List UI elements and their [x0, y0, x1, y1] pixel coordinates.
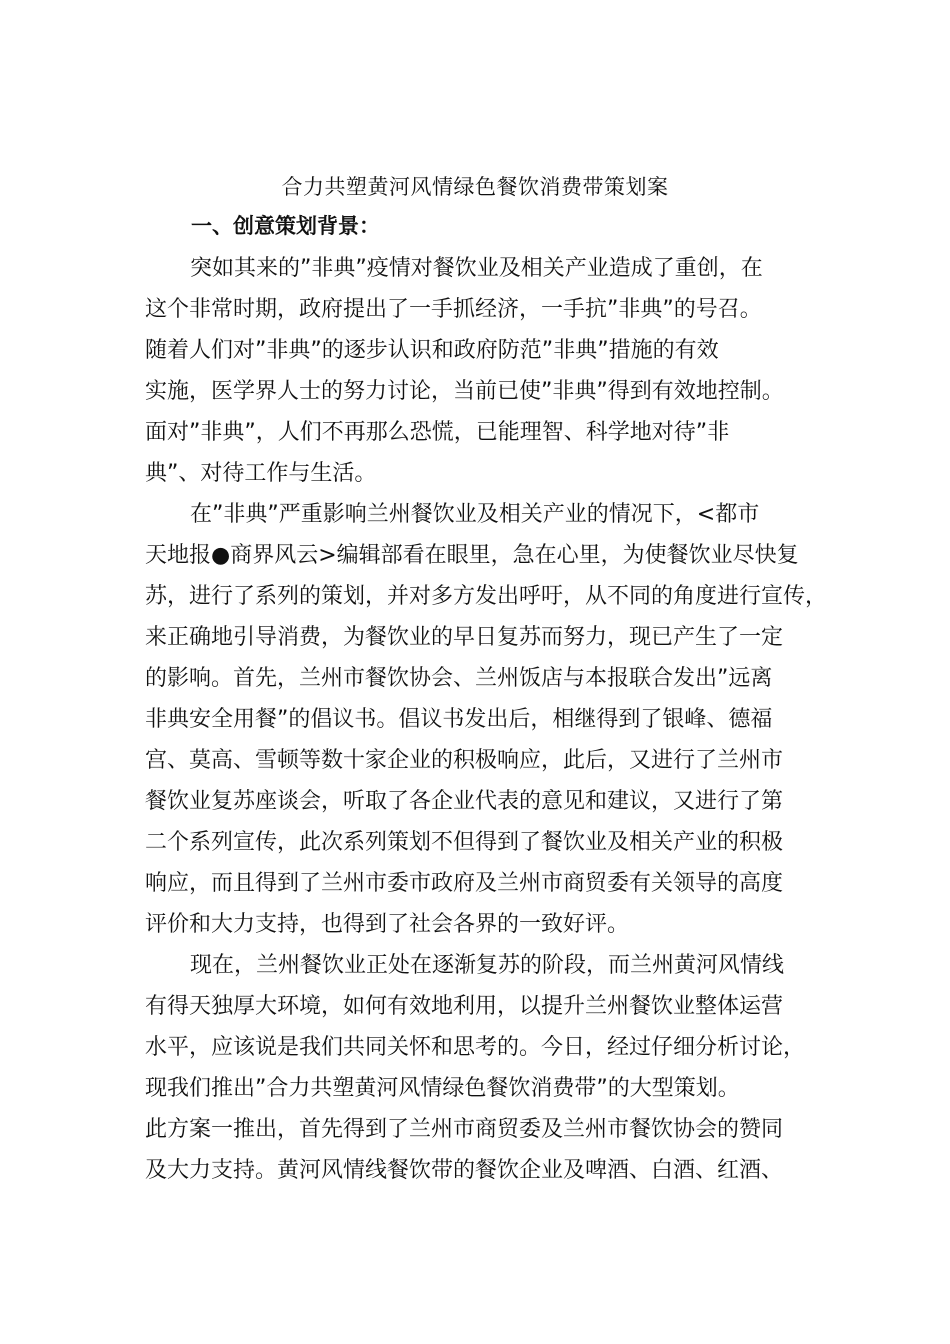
paragraph-2-line-2: 天地报●商界风云>编辑部看在眼里，急在心里，为使餐饮业尽快复: [145, 543, 799, 568]
paragraph-1-line-2: 这个非常时期，政府提出了一手抓经济，一手抗”非典”的号召。: [145, 297, 762, 322]
paragraph-3-line-5: 此方案一推出，首先得到了兰州市商贸委及兰州市餐饮协会的赞同: [145, 1117, 784, 1142]
paragraph-3-line-3: 水平，应该说是我们共同关怀和思考的。今日，经过仔细分析讨论，: [145, 1035, 806, 1060]
section-heading: 一、创意策划背景：: [191, 214, 380, 238]
paragraph-2-line-3: 苏，进行了系列的策划，并对多方发出呼吁，从不同的角度进行宣传，: [145, 584, 828, 609]
paragraph-1-line-1: 突如其来的”非典”疫情对餐饮业及相关产业造成了重创，在: [190, 256, 763, 281]
paragraph-1-line-3: 随着人们对”非典”的逐步认识和政府防范”非典”措施的有效: [145, 338, 719, 363]
paragraph-1-line-5: 面对”非典”，人们不再那么恐慌，已能理智、科学地对待”非: [145, 420, 730, 445]
paragraph-3-line-1: 现在，兰州餐饮业正处在逐渐复苏的阶段，而兰州黄河风情线: [190, 953, 785, 978]
paragraph-2-line-7: 宫、莫高、雪顿等数十家企业的积极响应，此后，又进行了兰州市: [145, 748, 784, 773]
paragraph-2-line-10: 响应，而且得到了兰州市委市政府及兰州市商贸委有关领导的高度: [145, 871, 784, 896]
paragraph-2-line-9: 二个系列宣传，此次系列策划不但得到了餐饮业及相关产业的积极: [145, 830, 784, 855]
paragraph-1-line-4: 实施，医学界人士的努力讨论，当前已使”非典”得到有效地控制。: [145, 379, 784, 404]
paragraph-2-line-4: 来正确地引导消费，为餐饮业的早日复苏而努力，现已产生了一定: [145, 625, 784, 650]
paragraph-2-line-11: 评价和大力支持，也得到了社会各界的一致好评。: [145, 912, 630, 937]
paragraph-3-line-6: 及大力支持。黄河风情线餐饮带的餐饮企业及啤酒、白酒、红酒、: [145, 1158, 784, 1183]
paragraph-2-line-1: 在”非典”严重影响兰州餐饮业及相关产业的情况下，<都市: [190, 502, 760, 527]
document-title: 合力共塑黄河风情绿色餐饮消费带策划案: [281, 175, 669, 199]
paragraph-3-line-2: 有得天独厚大环境，如何有效地利用，以提升兰州餐饮业整体运营: [145, 994, 784, 1019]
paragraph-3-line-4: 现我们推出”合力共塑黄河风情绿色餐饮消费带”的大型策划。: [145, 1076, 740, 1101]
paragraph-2-line-5: 的影响。首先，兰州市餐饮协会、兰州饭店与本报联合发出”远离: [145, 666, 773, 691]
paragraph-1-line-6: 典”、对待工作与生活。: [145, 461, 377, 486]
paragraph-2-line-8: 餐饮业复苏座谈会，听取了各企业代表的意见和建议，又进行了第: [145, 789, 784, 814]
paragraph-2-line-6: 非典安全用餐”的倡议书。倡议书发出后，相继得到了银峰、德福: [145, 707, 773, 732]
